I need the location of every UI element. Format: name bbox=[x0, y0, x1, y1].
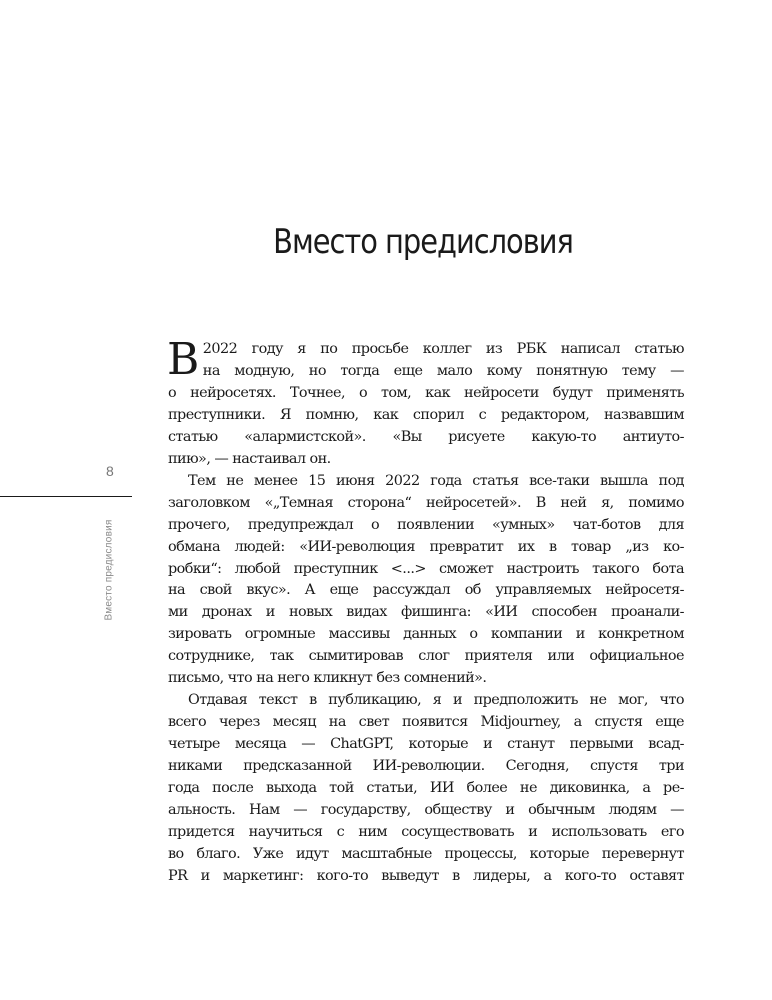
text-line: зировать огромные массивы данных о компании и конкретном bbox=[168, 626, 684, 643]
paragraph-3 bbox=[168, 690, 684, 888]
text-line: преступники. Я помню, как спорил с редактором, назвавшим bbox=[168, 406, 684, 423]
text-line: пию», — настаивал он. bbox=[168, 450, 331, 467]
drop-cap: В bbox=[167, 334, 199, 385]
running-head: Вместо предисловия bbox=[103, 519, 115, 621]
text-line: 2022 году я по просьбе коллег из РБК написал статью bbox=[202, 341, 684, 357]
text-line: о нейросетях. Точнее, о том, как нейросети будут применять bbox=[168, 384, 684, 401]
body-text bbox=[167, 334, 684, 888]
text-line: никами предсказанной ИИ-революции. Сегодня, спустя три bbox=[168, 758, 684, 775]
text-line: на модную, но тогда еще мало кому понятную тему — bbox=[202, 362, 684, 379]
text-line: обмана людей: «ИИ-революция превратит их в товар „из ко- bbox=[168, 538, 684, 555]
text-line: всего через месяц на свет появится Midjourney, а спустя еще bbox=[168, 714, 684, 731]
text-line: альность. Нам — государству, обществу и обычным людям — bbox=[168, 802, 684, 819]
text-line: Тем не менее 15 июня 2022 года статья все-таки вышла под bbox=[188, 472, 684, 489]
text-line: ми дронах и новых видах фишинга: «ИИ способен проанали- bbox=[168, 604, 684, 621]
text-line: PR и маркетинг: кого-то выведут в лидеры, а кого-то оставят bbox=[168, 867, 684, 884]
paragraph-1 bbox=[167, 334, 684, 471]
text-line: заголовком «„Темная сторона“ нейросетей». В ней я, помимо bbox=[168, 494, 684, 511]
text-line: робки“: любой преступник <...> сможет настроить такого бота bbox=[168, 560, 684, 577]
text-line: года после выхода той статьи, ИИ более не диковинка, а ре- bbox=[168, 780, 684, 797]
page-title: Вместо предисловия bbox=[273, 222, 573, 262]
paragraph-2 bbox=[168, 471, 684, 691]
text-line: Отдавая текст в публикацию, я и предположить не мог, что bbox=[188, 692, 684, 709]
text-line: сотруднике, так сымитировав слог приятеля или официальное bbox=[168, 648, 684, 665]
text-line: статью «алармистской». «Вы рисуете какую-то антиуто- bbox=[168, 428, 684, 445]
text-line: письмо, что на него кликнут без сомнений». bbox=[168, 670, 487, 687]
text-line: во благо. Уже идут масштабные процессы, которые перевернут bbox=[168, 845, 684, 862]
margin-rule bbox=[0, 496, 132, 497]
text-line: придется научиться с ним сосуществовать и использовать его bbox=[168, 823, 684, 840]
page-number: 8 bbox=[106, 463, 114, 479]
text-line: прочего, предупреждал о появлении «умных» чат-ботов для bbox=[168, 516, 684, 533]
text-line: на свой вкус». А еще рассуждал об управляемых нейросетя- bbox=[168, 582, 684, 599]
text-line: четыре месяца — ChatGPT, которые и станут первыми всад- bbox=[168, 736, 684, 753]
